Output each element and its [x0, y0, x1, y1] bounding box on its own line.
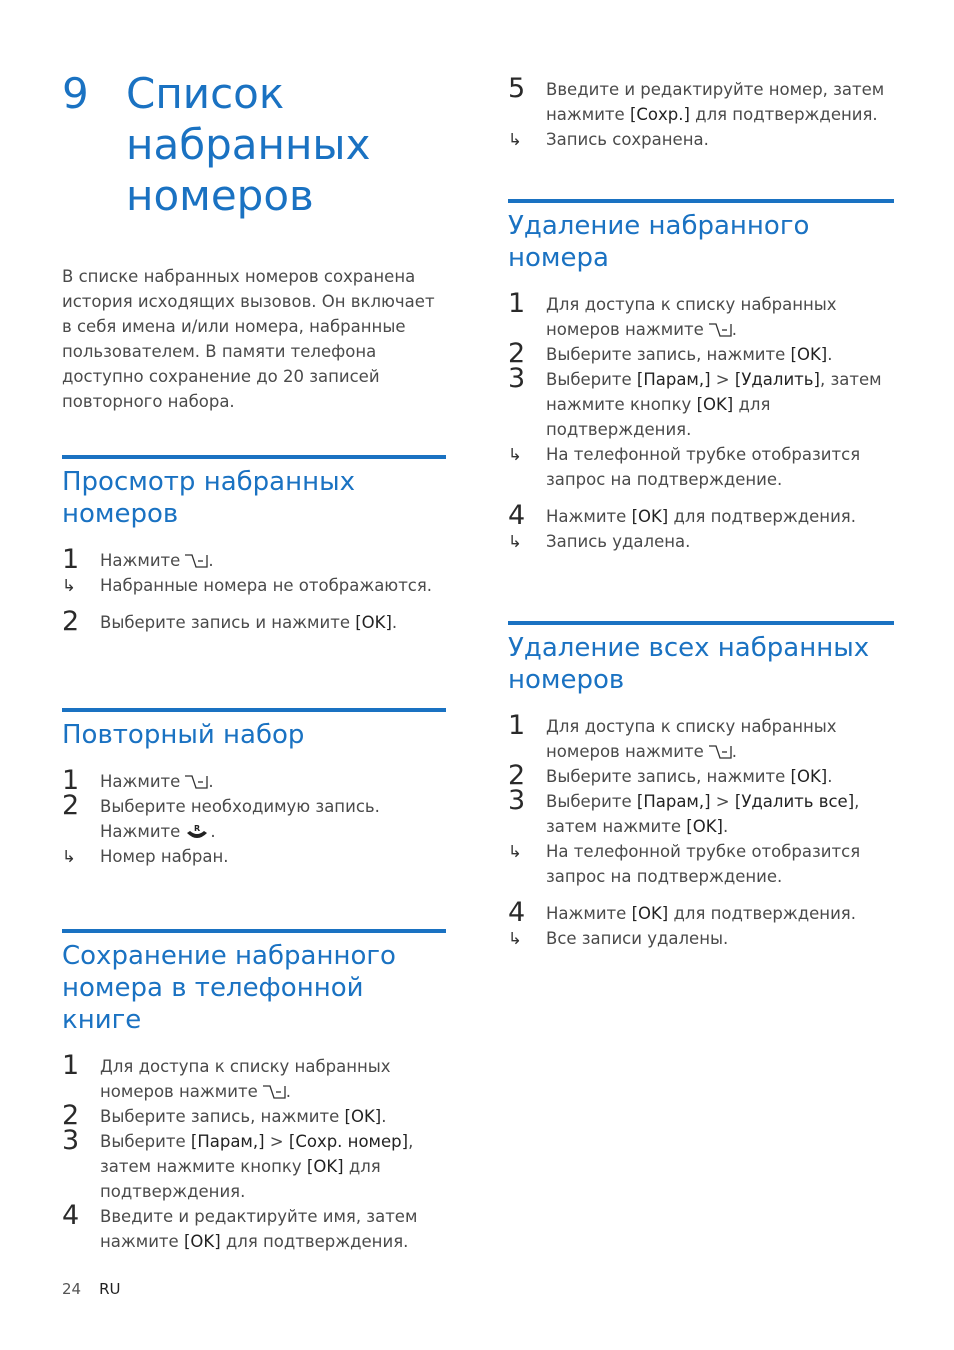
step-number: 4 [508, 500, 526, 531]
step-text: Нажмите [100, 551, 181, 570]
step [508, 760, 894, 791]
key-label: [OK] [790, 767, 828, 786]
result-arrow-icon: ↳ [508, 842, 522, 861]
step-text: Выберите [546, 370, 637, 389]
result-text: Запись сохранена. [546, 130, 709, 149]
key-label: [Удалить] [734, 370, 820, 389]
page-footer [62, 1280, 121, 1298]
step-text: , затем нажмите кнопку [546, 370, 882, 414]
step-text: > [264, 1132, 289, 1151]
key-label: [Сохр. номер] [288, 1132, 409, 1151]
key-label: [OK] [306, 1157, 344, 1176]
section-title: Сохранение набранного номера в телефонной книге [62, 941, 396, 1035]
step [508, 897, 894, 928]
section-redial [62, 708, 446, 869]
step [508, 710, 894, 764]
result-arrow-icon: ↳ [62, 847, 76, 866]
result-arrow-icon: ↳ [508, 532, 522, 551]
section-save [62, 929, 446, 1254]
menu-key-icon [184, 553, 208, 569]
step-result [508, 442, 894, 492]
step [62, 1125, 446, 1204]
step-tail: . [208, 551, 214, 570]
svg-text:R: R [194, 824, 201, 833]
step-tail: . [731, 742, 737, 761]
step-result [62, 573, 446, 598]
step-result [508, 839, 894, 889]
result-text: Номер набран. [100, 847, 229, 866]
menu-key-icon [262, 1084, 286, 1100]
step-text: для подтверждения. [546, 395, 771, 439]
key-label: [OK] [631, 904, 669, 923]
result-text: Набранные номера не отображаются. [100, 576, 433, 595]
key-label: [Парам,] [636, 370, 711, 389]
page-number: 24 [62, 1280, 82, 1298]
result-arrow-icon: ↳ [508, 929, 522, 948]
step-tail: . [285, 1082, 291, 1101]
step-tail: . [827, 767, 833, 786]
key-label: [OK] [183, 1232, 221, 1251]
step [508, 338, 894, 369]
step-text: , затем нажмите кнопку [100, 1132, 414, 1176]
step-tail: . [391, 613, 398, 632]
step-text: , затем нажмите [546, 792, 860, 836]
step [62, 790, 446, 844]
result-text: На телефонной трубке отобразится запрос на подтверждение. [546, 445, 861, 489]
section-title: Повторный набор [62, 720, 305, 750]
step-result [508, 926, 894, 951]
step-number: 1 [508, 710, 526, 741]
step-tail: . [381, 1107, 387, 1126]
menu-key-icon [184, 774, 208, 790]
step-tail: . [827, 345, 833, 364]
step-text: Выберите [546, 792, 637, 811]
step-text: Выберите запись и нажмите [100, 613, 356, 632]
step [62, 544, 446, 575]
step [62, 765, 446, 796]
step-number: 1 [508, 288, 526, 319]
step-text: для подтверждения. [220, 1232, 409, 1251]
step-text: Для доступа к списку набранных номеров нажмите [100, 1057, 391, 1101]
step-number: 3 [62, 1125, 80, 1156]
step-number: 2 [508, 760, 526, 791]
step-number: 4 [62, 1200, 80, 1231]
step-text: Для доступа к списку набранных номеров нажмите [546, 717, 837, 761]
step-number: 1 [62, 1050, 80, 1081]
result-arrow-icon: ↳ [508, 130, 522, 149]
step-text: для подтверждения. [668, 904, 856, 923]
step-text: Нажмите [546, 904, 632, 923]
section-save-continued [508, 73, 894, 152]
step-number: 2 [62, 790, 80, 821]
key-label: [OK] [696, 395, 734, 414]
step-tail: . [210, 822, 216, 841]
step-result [508, 529, 894, 554]
key-label: [Удалить все] [734, 792, 855, 811]
section-rule [62, 929, 446, 933]
key-label: [OK] [631, 507, 669, 526]
section-rule [62, 708, 446, 712]
step-tail: . [208, 772, 214, 791]
chapter-number: 9 [62, 69, 89, 118]
step-text: Выберите запись, нажмите [100, 1107, 345, 1126]
result-arrow-icon: ↳ [508, 445, 522, 464]
step [508, 500, 894, 531]
step-text: Введите и редактируйте имя, затем нажмите [100, 1207, 418, 1251]
step-number: 5 [508, 73, 526, 104]
step-number: 1 [62, 544, 80, 575]
result-text: На телефонной трубке отобразится запрос на подтверждение. [546, 842, 861, 886]
section-title: Просмотр набранных номеров [62, 467, 356, 529]
section-rule [508, 199, 894, 203]
section-rule [62, 455, 446, 459]
step-result [508, 127, 894, 152]
step-text: Выберите запись, нажмите [546, 767, 791, 786]
step [508, 288, 894, 342]
intro-paragraph: В списке набранных номеров сохранена история исходящих вызовов. Он включает в себя имена и/или номера, набранные пользователем. В памяти телефона доступно сохранение до 20 записей повторного набора. [62, 267, 435, 411]
section-title: Удаление всех набранных номеров [508, 633, 870, 695]
key-label: [Парам,] [636, 792, 711, 811]
step-number: 3 [508, 785, 526, 816]
step-text: Выберите [100, 1132, 191, 1151]
key-label: [OK] [355, 613, 392, 632]
language-code: RU [99, 1280, 121, 1298]
step-text: Для доступа к списку набранных номеров нажмите [546, 295, 837, 339]
step [62, 1050, 446, 1104]
step [508, 73, 894, 127]
menu-key-icon [708, 322, 732, 338]
result-arrow-icon: ↳ [62, 576, 76, 595]
step [62, 1100, 446, 1131]
step [62, 1200, 446, 1254]
key-label: [OK] [790, 345, 828, 364]
step-tail: . [731, 320, 737, 339]
step-text: Выберите необходимую запись. Нажмите [100, 797, 380, 841]
chapter-title: Список набранных номеров [126, 69, 371, 220]
step [508, 785, 894, 839]
step-text: Нажмите [546, 507, 632, 526]
step-text: для подтверждения. [100, 1157, 381, 1201]
step-number: 2 [62, 606, 80, 637]
section-title: Удаление набранного номера [508, 211, 810, 273]
step-text: для подтверждения. [668, 507, 856, 526]
step-text: Выберите запись, нажмите [546, 345, 791, 364]
step-result [62, 844, 446, 869]
step-number: 2 [508, 338, 526, 369]
key-label: [OK] [686, 817, 723, 836]
step-number: 4 [508, 897, 526, 928]
step-number: 1 [62, 765, 80, 796]
menu-key-icon [708, 744, 732, 760]
redial-key-icon [184, 823, 210, 841]
key-label: [OK] [344, 1107, 382, 1126]
key-label: [Сохр.] [629, 105, 690, 124]
step-text: для подтверждения. [689, 105, 878, 124]
step-number: 2 [62, 1100, 80, 1131]
step [62, 606, 446, 637]
result-text: Все записи удалены. [546, 929, 729, 948]
key-label: [Парам,] [190, 1132, 265, 1151]
step-text: > [710, 792, 735, 811]
step-text: . [722, 817, 729, 836]
section-delete [508, 199, 894, 554]
step-text: Введите и редактируйте номер, затем нажмите [546, 80, 885, 124]
step [508, 363, 894, 442]
step-text: Нажмите [100, 772, 181, 791]
section-view [62, 455, 446, 635]
step-text: > [710, 370, 735, 389]
result-text: Запись удалена. [546, 532, 691, 551]
step-number: 3 [508, 363, 526, 394]
section-rule [508, 621, 894, 625]
section-delete-all [508, 621, 894, 951]
